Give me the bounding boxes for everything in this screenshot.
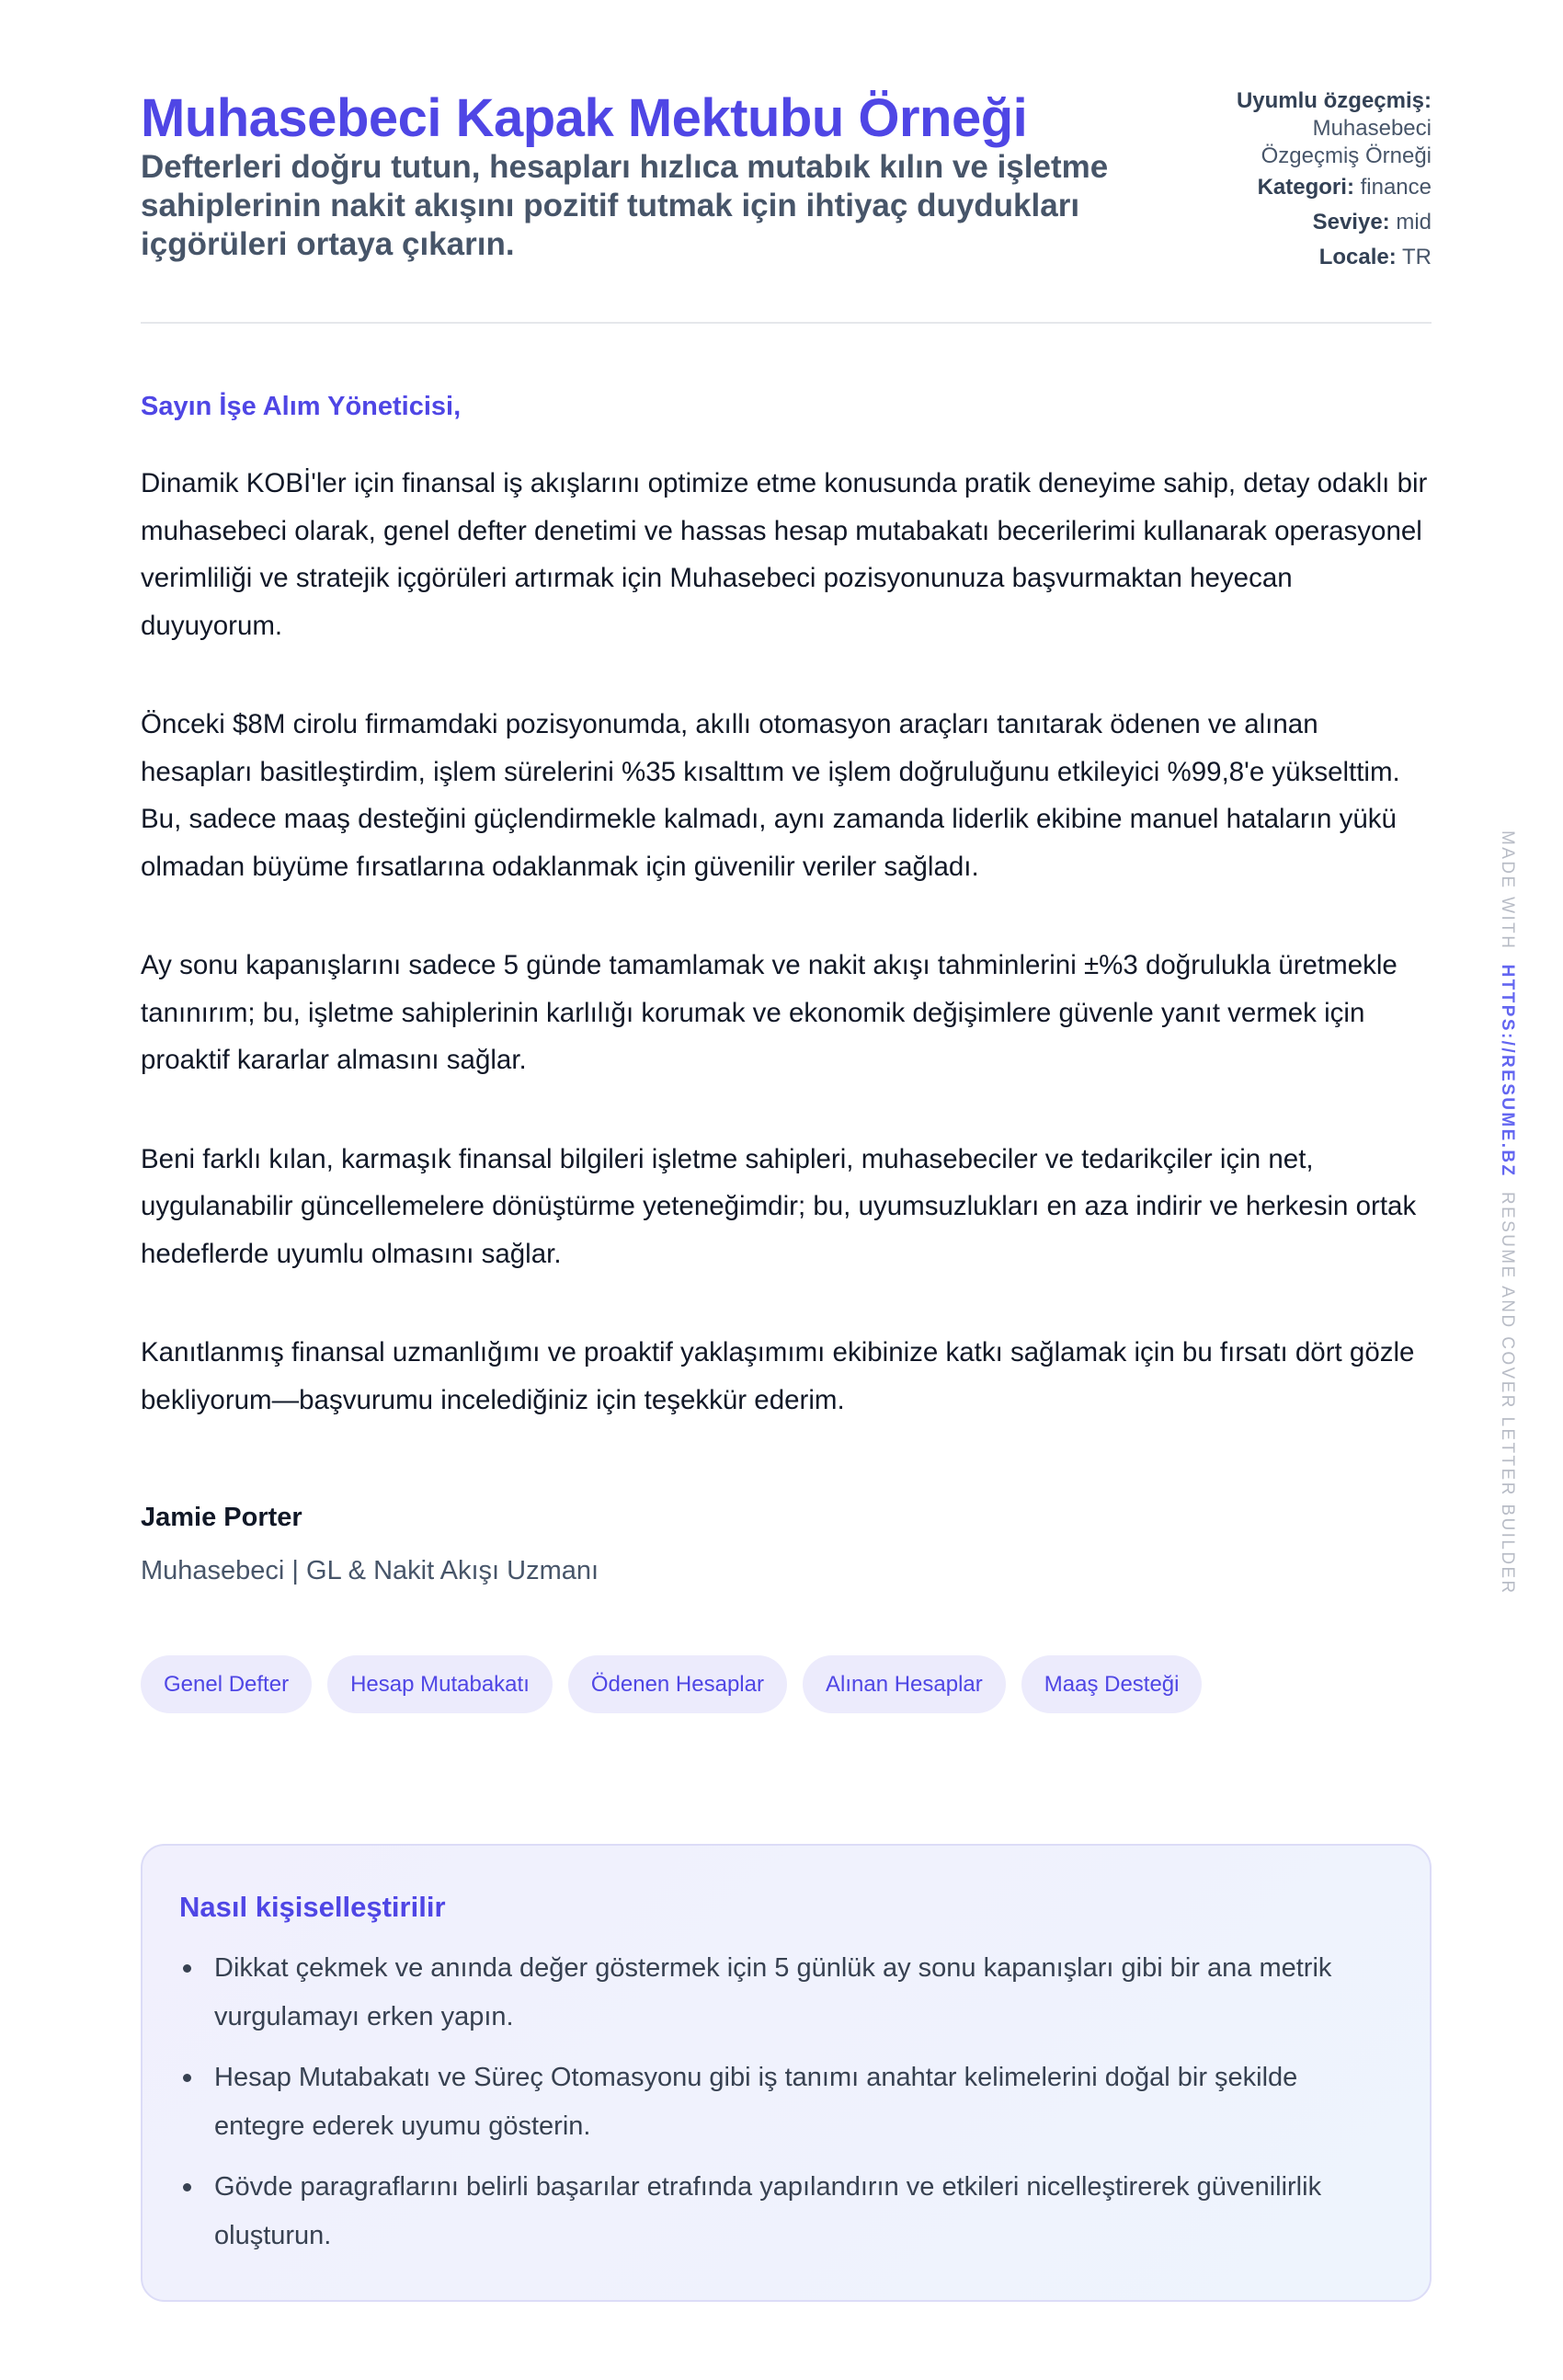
page-title: Muhasebeci Kapak Mektubu Örneği [141,88,1028,148]
greeting: Sayın İşe Alım Yöneticisi, [141,392,462,421]
signature-title: Muhasebeci | GL & Nakit Akışı Uzmanı [141,1556,599,1585]
category-label: Kategori: [1257,175,1354,200]
resume-link[interactable]: HTTPS://RESUME.BZ [1498,964,1517,1178]
letter-body [141,386,1432,1713]
resume-label: Uyumlu özgeçmiş: [1236,88,1432,113]
paragraph: Kanıtlanmış finansal uzmanlığımı ve proaktif yaklaşımımı ekibinize katkı sağlamak için bu fırsatı dört gözle bekliyorum—başvurumu incelediğiniz için teşekkür ederim. [141,1337,1415,1415]
paragraph: Dinamik KOBİ'ler için finansal iş akışlarını optimize etme konusunda pratik deneyime sahip, detay odaklı bir muhasebeci olarak, genel defter denetimi ve hassas hesap mutabakatı becerilerimi kullanarak operasyonel verimliliği ve stratejik içgörüleri artırmak için Muhasebeci pozisyonunuza başvurmaktan heyecan duyuyorum. [141,468,1428,641]
tag: Genel Defter [141,1655,312,1713]
level-value: mid [1396,210,1432,235]
header [141,87,1432,275]
divider [141,322,1432,324]
page-subtitle: Defterleri doğru tutun, hesapları hızlıca mutabık kılın ve işletme sahiplerinin nakit akışını pozitif tutmak için ihtiyaç duydukları içgörüleri ortaya çıkarın. [141,149,1109,262]
signature [141,1497,1432,1591]
category-value: finance [1360,175,1432,200]
tag: Maaş Desteği [1021,1655,1203,1713]
tag: Hesap Mutabakatı [327,1655,553,1713]
tips-box [141,1844,1432,2302]
resume-value-1[interactable]: Muhasebeci [1312,116,1432,141]
level-label: Seviye: [1312,210,1390,235]
watermark-sidebar [1491,830,1519,1596]
tips-title: Nasıl kişiselleştirilir [179,1891,446,1923]
tip-item: Gövde paragraflarını belirli başarılar etrafında yapılandırın ve etkileri nicelleştirerek güvenilirlik oluşturun. [179,2163,1393,2260]
locale-value: TR [1402,245,1432,269]
locale-label: Locale: [1318,245,1397,269]
paragraph: Beni farklı kılan, karmaşık finansal bilgileri işletme sahipleri, muhasebeciler ve tedarikçiler için net, uygulanabilir güncellemelere dönüştürme yeteneğimdir; bu, uyumsuzlukları en aza indirir ve herkesin ortak hedeflerde uyumlu olmasını sağlar. [141,1143,1417,1269]
tag: Ödenen Hesaplar [568,1655,787,1713]
tip-item: Dikkat çekmek ve anında değer göstermek için 5 günlük ay sonu kapanışları gibi bir ana metrik vurgulamayı erken yapın. [179,1944,1393,2042]
tag-list [141,1655,1432,1713]
tip-item: Hesap Mutabakatı ve Süreç Otomasyonu gibi iş tanımı anahtar kelimelerini doğal bir şekilde entegre ederek uyumu gösterin. [179,2054,1393,2151]
tagline: RESUME AND COVER LETTER BUILDER [1498,1191,1517,1596]
made-with-text: MADE WITH [1498,830,1517,951]
meta-info [1211,87,1432,275]
signature-name: Jamie Porter [141,1503,302,1532]
resume-value-2[interactable]: Özgeçmiş Örneği [1261,143,1432,168]
paragraph: Önceki $8M cirolu firmamdaki pozisyonumda, akıllı otomasyon araçları tanıtarak ödenen ve alınan hesapları basitleştirdim, işlem sürelerini %35 kısalttım ve işlem doğruluğunu etkileyici %99,8'e yükselttim. Bu, sadece maaş desteğini güçlendirmekle kalmadı, aynı zamanda liderlik ekibine manuel hataların yükü olmadan büyüme fırsatlarına odaklanmak için güvenilir veriler sağladı. [141,709,1400,882]
paragraph: Ay sonu kapanışlarını sadece 5 günde tamamlamak ve nakit akışı tahminlerini ±%3 doğrulukla üretmekle tanınırım; bu, işletme sahiplerinin karlılığı korumak ve ekonomik değişimlere güvenle yanıt vermek için proaktif kararlar almasını sağlar. [141,950,1398,1075]
tag: Alınan Hesaplar [803,1655,1006,1713]
